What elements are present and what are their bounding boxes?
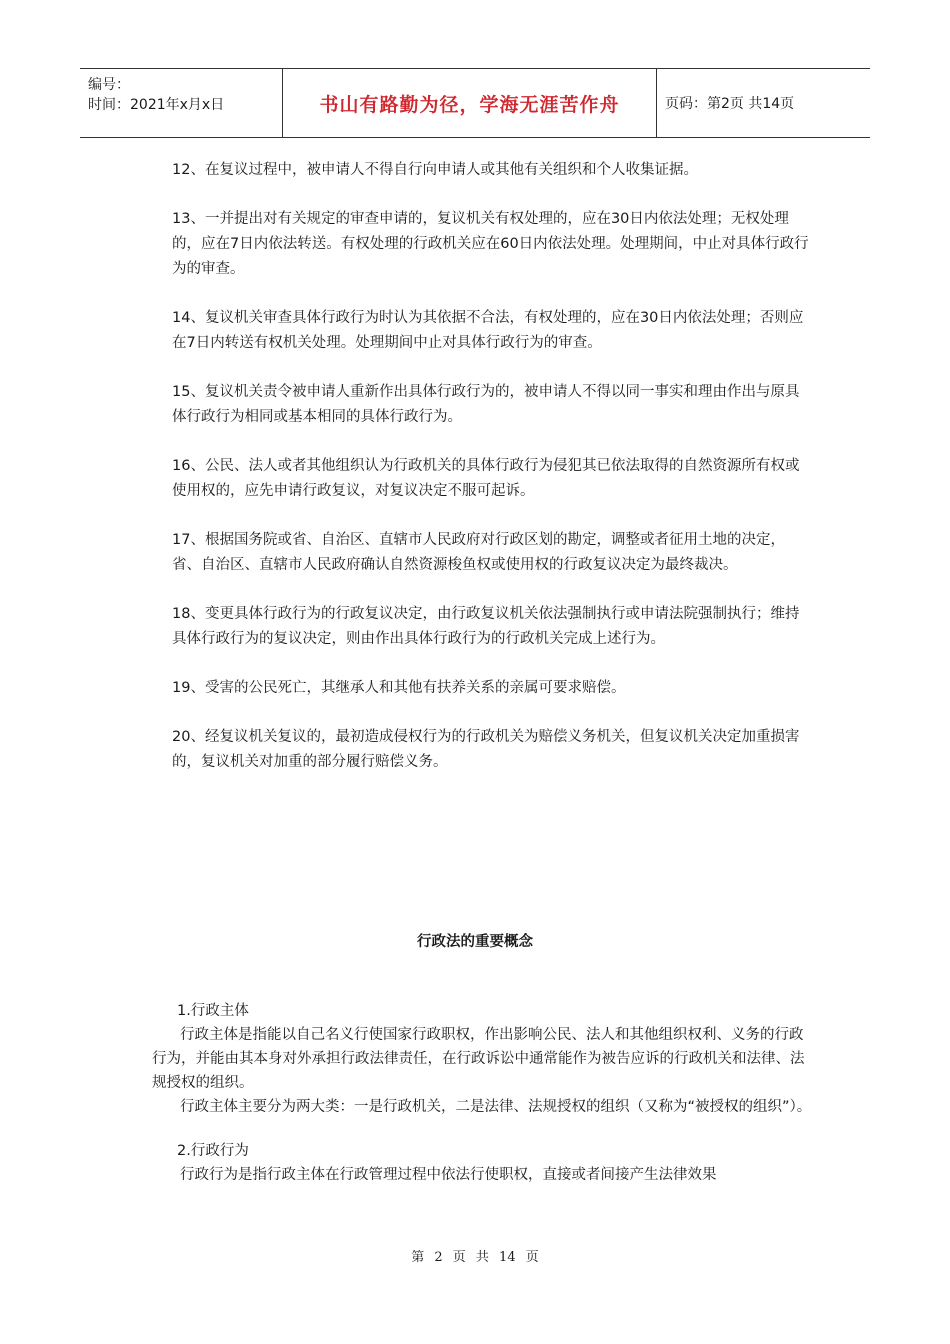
point-18: 18、变更具体行政行为的行政复议决定，由行政复议机关依法强制执行或申请法院强制执行；维持具体行政行为的复议决定，则由作出具体行政行为的行政机关完成上述行为。 <box>172 606 800 647</box>
document-time-label: 时间：2021年x月x日 <box>88 97 225 113</box>
concept-1-definition: 行政主体是指能以自己名义行使国家行政职权，作出影响公民、法人和其他组织权利、义务的行政行为，并能由其本身对外承担行政法律责任，在行政诉讼中通常能作为被告应诉的行政机关和法律、法规授权的组织。 <box>152 1027 805 1091</box>
point-20: 20、经复议机关复议的，最初造成侵权行为的行政机关为赔偿义务机关，但复议机关决定加重损害的，复议机关对加重的部分履行赔偿义务。 <box>172 729 800 770</box>
point-16: 16、公民、法人或者其他组织认为行政机关的具体行政行为侵犯其已依法取得的自然资源所有权或使用权的，应先申请行政复议，对复议决定不服可起诉。 <box>172 458 800 499</box>
header-motto-cell <box>282 69 657 137</box>
concept-1-classification: 行政主体主要分为两大类：一是行政机关，二是法律、法规授权的组织（又称为“被授权的组织”）。 <box>180 1099 812 1115</box>
section-title: 行政法的重要概念 <box>417 934 533 950</box>
concepts-section <box>152 999 817 1187</box>
point-13: 13、一并提出对有关规定的审查申请的，复议机关有权处理的，应在30日内依法处理；无权处理的，应在7日内依法转送。有权处理的行政机关应在60日内依法处理。处理期间，中止对具体行政行为的审查。 <box>172 211 809 277</box>
point-19: 19、受害的公民死亡，其继承人和其他有扶养关系的亲属可要求赔偿。 <box>172 680 626 696</box>
point-17: 17、根据国务院或省、自治区、直辖市人民政府对行政区划的勘定，调整或者征用土地的决定，省、自治区、直辖市人民政府确认自然资源梭鱼权或使用权的行政复议决定为最终裁决。 <box>172 532 785 573</box>
header-page-info: 页码：第2页 共14页 <box>665 96 795 112</box>
page-header <box>80 68 870 138</box>
header-meta <box>80 69 282 137</box>
concept-2-definition: 行政行为是指行政主体在行政管理过程中依法行使职权，直接或者间接产生法律效果 <box>180 1167 717 1183</box>
page-footer: 第 2 页 共 14 页 <box>411 1250 539 1265</box>
concept-1-heading: 1.行政主体 <box>177 1003 249 1019</box>
point-12: 12、在复议过程中，被申请人不得自行向申请人或其他有关组织和个人收集证据。 <box>172 162 698 178</box>
point-14: 14、复议机关审查具体行政行为时认为其依据不合法，有权处理的，应在30日内依法处理；否则应在7日内转送有权机关处理。处理期间中止对具体行政行为的审查。 <box>172 310 804 351</box>
concept-2-heading: 2.行政行为 <box>177 1143 249 1159</box>
header-motto: 书山有路勤为径，学海无涯苦作舟 <box>319 93 620 116</box>
numbered-points <box>172 158 812 799</box>
document-number-label: 编号： <box>88 77 130 93</box>
point-15: 15、复议机关责令被申请人重新作出具体行政行为的，被申请人不得以同一事实和理由作出与原具体行政行为相同或基本相同的具体行政行为。 <box>172 384 800 425</box>
